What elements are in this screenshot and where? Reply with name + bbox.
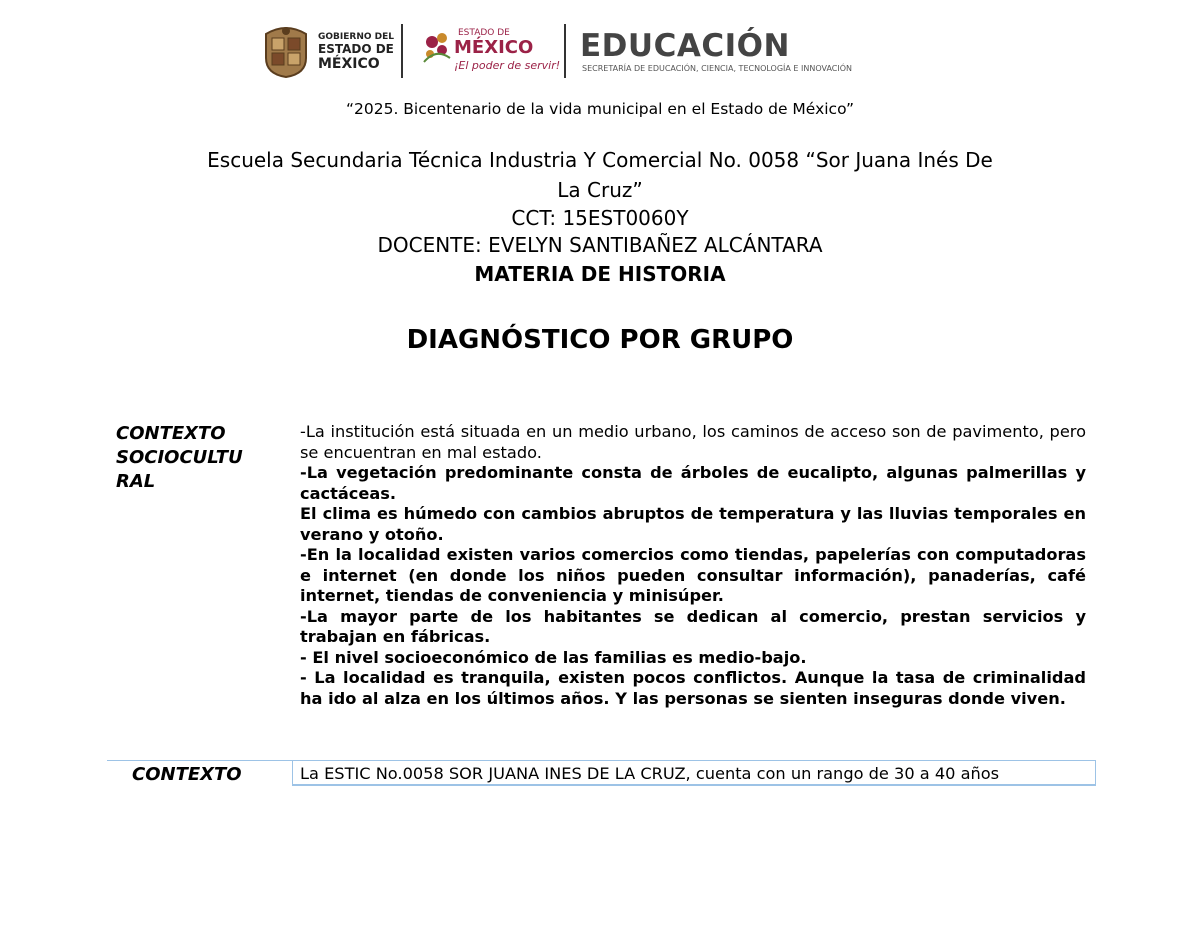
gobierno-edomex-logo — [256, 22, 396, 82]
logo-divider — [401, 24, 403, 78]
docente-line: DOCENTE: EVELYN SANTIBAÑEZ ALCÁNTARA — [377, 233, 823, 257]
flower-icon — [420, 28, 454, 64]
row-label-part: SOCIOCULTU — [116, 447, 243, 468]
school-name-line2: La Cruz” — [557, 178, 643, 202]
row-label-sociocultural — [116, 422, 276, 494]
row-label-contexto: CONTEXTO — [132, 764, 242, 785]
row-label-part: CONTEXTO — [116, 423, 226, 444]
educacion-logo — [576, 22, 916, 82]
row-label-part: RAL — [116, 471, 156, 492]
page-title: DIAGNÓSTICO POR GRUPO — [406, 325, 794, 355]
gobierno-line1: GOBIERNO DEL — [318, 32, 394, 42]
paragraph: -La vegetación predominante consta de árboles de eucalipto, algunas palmerillas y cactáceas. — [300, 463, 1086, 503]
table-row-divider — [107, 760, 292, 761]
paragraph: -La mayor parte de los habitantes se dedican al comercio, prestan servicios y trabajan en fábricas. — [300, 606, 1086, 646]
paragraph: - El nivel socioeconómico de las familias es medio-bajo. — [300, 647, 807, 667]
estado-logo-slogan: ¡El poder de servir! — [454, 59, 561, 72]
cct-line: CCT: 15EST0060Y — [511, 206, 689, 230]
gobierno-line2: ESTADO DE — [318, 42, 394, 56]
materia-line: MATERIA DE HISTORIA — [474, 262, 726, 286]
paragraph: -La institución está situada en un medio urbano, los caminos de acceso son de pavimento, pero se encuentran en mal estado. — [300, 422, 1086, 462]
sociocultural-description — [300, 422, 1086, 709]
paragraph: -En la localidad existen varios comercios como tiendas, papelerías con computadoras e internet (en donde los niños pueden consultar información), panaderías, café internet, tiendas de conveniencia y minisúper. — [300, 545, 1086, 605]
school-name-line1: Escuela Secundaria Técnica Industria Y Comercial No. 0058 “Sor Juana Inés De — [207, 148, 993, 172]
contexto-description: La ESTIC No.0058 SOR JUANA INES DE LA CRUZ, cuenta con un rango de 30 a 40 años — [300, 764, 1000, 783]
paragraph: - La localidad es tranquila, existen pocos conflictos. Aunque la tasa de criminalidad ha ido al alza en los últimos años. Y las personas se sienten inseguras donde viven. — [300, 668, 1086, 708]
coat-of-arms-icon — [260, 24, 312, 78]
estado-logo-small-text: ESTADO DE — [458, 28, 510, 38]
estado-de-mexico-logo — [416, 22, 561, 82]
estado-logo-big-text: MÉXICO — [454, 37, 534, 58]
header-logos — [256, 22, 916, 82]
logo-divider — [564, 24, 566, 78]
motto-line: “2025. Bicentenario de la vida municipal en el Estado de México” — [345, 100, 855, 118]
educacion-title: EDUCACIÓN — [580, 28, 790, 64]
educacion-subtitle: SECRETARÍA DE EDUCACIÓN, CIENCIA, TECNOLOGÍA E INNOVACIÓN — [582, 64, 853, 73]
paragraph: El clima es húmedo con cambios abruptos de temperatura y las lluvias temporales en verano y otoño. — [300, 504, 1086, 544]
gobierno-line3: MÉXICO — [318, 56, 380, 72]
